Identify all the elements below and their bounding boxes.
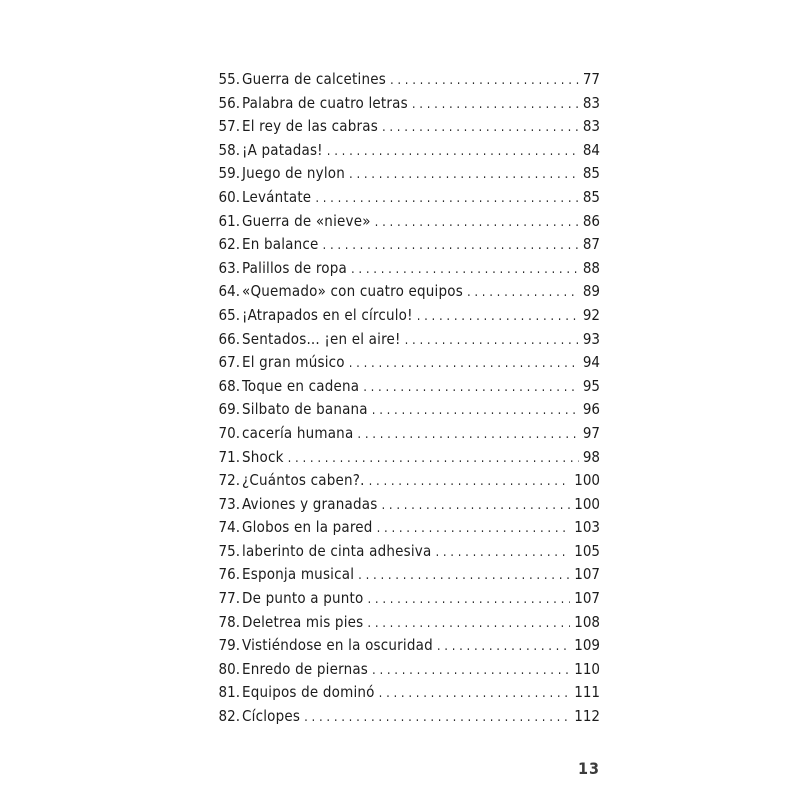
dot-leader <box>381 494 570 518</box>
entry-title: cacería humana <box>242 423 354 442</box>
toc-entry <box>208 634 600 658</box>
dot-leader <box>382 116 579 140</box>
dot-leader <box>375 211 579 235</box>
entry-title: Sentados... ¡en el aire! <box>242 329 401 348</box>
dot-leader <box>369 470 571 494</box>
entry-page-number: 92 <box>582 305 600 324</box>
entry-title: ¡Atrapados en el círculo! <box>242 305 413 324</box>
toc-entry <box>208 115 600 139</box>
entry-title: Silbato de banana <box>242 400 368 419</box>
entry-page-number: 100 <box>574 494 600 513</box>
dot-leader <box>412 93 579 117</box>
entry-title: Shock <box>242 447 284 466</box>
entry-page-number: 105 <box>574 541 600 560</box>
entry-number: 79. <box>218 636 240 655</box>
entry-number: 77. <box>218 589 240 608</box>
dot-leader <box>351 258 579 282</box>
toc-entry <box>208 658 600 682</box>
entry-page-number: 83 <box>582 93 600 112</box>
dot-leader <box>304 706 570 730</box>
toc-entry <box>208 92 600 116</box>
entry-number: 62. <box>218 235 240 254</box>
toc-entry <box>208 233 600 257</box>
dot-leader <box>288 447 579 471</box>
dot-leader <box>405 329 579 353</box>
entry-number: 81. <box>218 683 240 702</box>
entry-number: 65. <box>218 305 240 324</box>
entry-title: Enredo de piernas <box>242 659 369 678</box>
entry-title: Vistiéndose en la oscuridad <box>242 636 433 655</box>
toc-entry <box>208 705 600 729</box>
entry-title: Juego de nylon <box>242 164 346 183</box>
entry-title: Toque en cadena <box>242 376 360 395</box>
entry-title: Palabra de cuatro letras <box>242 93 408 112</box>
entry-page-number: 98 <box>582 447 600 466</box>
entry-page-number: 107 <box>574 589 600 608</box>
toc-entry <box>208 280 600 304</box>
dot-leader <box>327 140 579 164</box>
entry-page-number: 95 <box>582 376 600 395</box>
entry-number: 69. <box>218 400 240 419</box>
entry-number: 70. <box>218 423 240 442</box>
entry-title: laberinto de cinta adhesiva <box>242 541 432 560</box>
entry-title: Equipos de dominó <box>242 683 375 702</box>
entry-page-number: 97 <box>582 423 600 442</box>
entry-title: Cíclopes <box>242 707 301 726</box>
entry-title: En balance <box>242 235 319 254</box>
toc-entry <box>208 375 600 399</box>
toc-entry <box>208 587 600 611</box>
entry-number: 67. <box>218 353 240 372</box>
entry-number: 75. <box>218 541 240 560</box>
entry-page-number: 87 <box>582 235 600 254</box>
entry-page-number: 110 <box>574 659 600 678</box>
entry-number: 61. <box>218 211 240 230</box>
entry-page-number: 108 <box>574 612 600 631</box>
entry-page-number: 84 <box>582 140 600 159</box>
entry-number: 57. <box>218 117 240 136</box>
toc-entry <box>208 422 600 446</box>
dot-leader <box>323 234 579 258</box>
entry-number: 56. <box>218 93 240 112</box>
entry-title: Aviones y granadas <box>242 494 378 513</box>
dot-leader <box>349 163 579 187</box>
entry-number: 58. <box>218 140 240 159</box>
entry-number: 71. <box>218 447 240 466</box>
entry-title: Guerra de «nieve» <box>242 211 371 230</box>
entry-page-number: 89 <box>582 282 600 301</box>
dot-leader <box>315 187 579 211</box>
dot-leader <box>467 281 579 305</box>
entry-page-number: 112 <box>574 707 600 726</box>
entry-title: ¿Cuántos caben?. <box>242 471 365 490</box>
entry-number: 55. <box>218 70 240 88</box>
page-number: 13 <box>577 759 600 778</box>
dot-leader <box>363 376 579 400</box>
dot-leader <box>437 635 570 659</box>
dot-leader <box>349 352 579 376</box>
entry-page-number: 86 <box>582 211 600 230</box>
toc-entry <box>208 162 600 186</box>
entry-page-number: 88 <box>582 258 600 277</box>
entry-title: De punto a punto <box>242 589 364 608</box>
toc-entry <box>208 210 600 234</box>
entry-page-number: 111 <box>574 683 600 702</box>
toc-entry <box>208 563 600 587</box>
entry-title: Deletrea mis pies <box>242 612 364 631</box>
toc-entry <box>208 516 600 540</box>
dot-leader <box>435 541 570 565</box>
entry-number: 72. <box>218 471 240 490</box>
dot-leader <box>372 399 579 423</box>
entry-page-number: 85 <box>582 187 600 206</box>
toc-entry <box>208 493 600 517</box>
entry-title: «Quemado» con cuatro equipos <box>242 282 463 301</box>
entry-page-number: 93 <box>582 329 600 348</box>
toc-entry <box>208 328 600 352</box>
dot-leader <box>377 517 571 541</box>
entry-page-number: 103 <box>574 518 600 537</box>
toc-entry <box>208 469 600 493</box>
entry-number: 76. <box>218 565 240 584</box>
toc-entry <box>208 351 600 375</box>
dot-leader <box>358 564 570 588</box>
toc-entry <box>208 446 600 470</box>
entry-number: 64. <box>218 282 240 301</box>
entry-title: El gran músico <box>242 353 345 372</box>
entry-number: 73. <box>218 494 240 513</box>
toc-entry <box>208 398 600 422</box>
toc-entry <box>208 540 600 564</box>
table-of-contents <box>208 68 600 729</box>
entry-page-number: 109 <box>574 636 600 655</box>
entry-number: 80. <box>218 659 240 678</box>
entry-page-number: 77 <box>582 70 600 88</box>
entry-page-number: 85 <box>582 164 600 183</box>
entry-page-number: 100 <box>574 471 600 490</box>
dot-leader <box>417 305 579 329</box>
entry-title: Esponja musical <box>242 565 355 584</box>
entry-number: 68. <box>218 376 240 395</box>
toc-entry <box>208 257 600 281</box>
entry-title: ¡A patadas! <box>242 140 323 159</box>
entry-title: Globos en la pared <box>242 518 373 537</box>
entry-title: Palillos de ropa <box>242 258 347 277</box>
toc-entry <box>208 304 600 328</box>
dot-leader <box>367 612 570 636</box>
entry-page-number: 83 <box>582 117 600 136</box>
dot-leader <box>390 69 579 93</box>
entry-page-number: 96 <box>582 400 600 419</box>
toc-entry <box>208 681 600 705</box>
toc-entry <box>208 611 600 635</box>
dot-leader <box>367 588 570 612</box>
entry-number: 60. <box>218 187 240 206</box>
dot-leader <box>372 659 570 683</box>
entry-number: 78. <box>218 612 240 631</box>
entry-number: 59. <box>218 164 240 183</box>
dot-leader <box>379 682 571 706</box>
entry-number: 82. <box>218 707 240 726</box>
entry-title: El rey de las cabras <box>242 117 378 136</box>
entry-number: 63. <box>218 258 240 277</box>
toc-entry <box>208 139 600 163</box>
entry-page-number: 107 <box>574 565 600 584</box>
entry-title: Guerra de calcetines <box>242 70 386 88</box>
entry-number: 74. <box>218 518 240 537</box>
entry-title: Levántate <box>242 187 312 206</box>
dot-leader <box>357 423 578 447</box>
toc-entry <box>208 68 600 92</box>
entry-page-number: 94 <box>582 353 600 372</box>
toc-entry <box>208 186 600 210</box>
entry-number: 66. <box>218 329 240 348</box>
